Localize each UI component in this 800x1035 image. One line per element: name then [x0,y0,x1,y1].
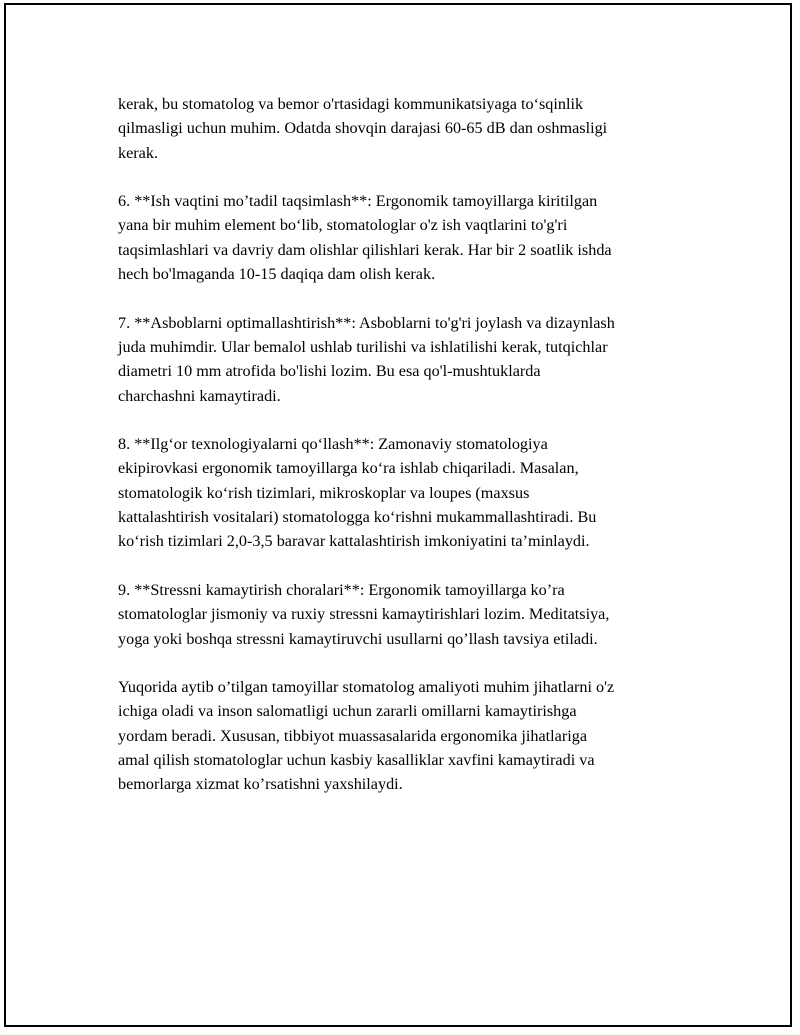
paragraph-item-9 [118,578,698,651]
text-line: qilmasligi uchun muhim. Odatda shovqin darajasi 60-65 dB dan oshmasligi [118,119,608,138]
text-line: yordam beradi. Xususan, tibbiyot muassasalarida ergonomika jihatlariga [118,726,588,745]
text-line: stomatologik ko‘rish tizimlari, mikroskoplar va loupes (maxsus [118,483,530,502]
paragraph-noise-level [118,92,698,165]
text-line: ichiga oladi va inson salomatligi uchun zararli omillarni kamaytirishga [118,702,577,721]
text-line: 6. **Ish vaqtini mo’tadil taqsimlash**: Ergonomik tamoyillarga kiritilgan [118,192,598,211]
text-line: amal qilish stomatologlar uchun kasbiy kasalliklar xavfini kamaytiradi va [118,751,595,770]
document-body [118,92,698,821]
text-line: 7. **Asboblarni optimallashtirish**: Asboblarni to'g'ri joylash va dizaynlash [118,313,615,332]
paragraph-item-7 [118,311,698,408]
text-line: stomatologlar jismoniy va ruxiy stressni kamaytirishlari lozim. Meditatsiya, [118,605,610,624]
text-line: yana bir muhim element bo‘lib, stomatologlar o'z ish vaqtlarini to'g'ri [118,216,568,235]
text-line: kattalashtirish vositalari) stomatologga ko‘rishni mukammallashtiradi. Bu [118,508,597,527]
text-line: bemorlarga xizmat ko’rsatishni yaxshilaydi. [118,775,403,794]
text-line: diametri 10 mm atrofida bo'lishi lozim. Bu esa qo'l-mushtuklarda [118,362,541,381]
text-line: kerak. [118,143,158,162]
paragraph-conclusion [118,675,698,796]
paragraph-item-6 [118,189,698,286]
text-line: juda muhimdir. Ular bemalol ushlab turilishi va ishlatilishi kerak, tutqichlar [118,337,608,356]
text-line: 8. **Ilg‘or texnologiyalarni qo‘llash**: Zamonaviy stomatologiya [118,435,548,454]
text-line: taqsimlashlari va davriy dam olishlar qilishlari kerak. Har bir 2 soatlik ishda [118,240,612,259]
paragraph-item-8 [118,432,698,553]
text-line: kerak, bu stomatolog va bemor o'rtasidagi kommunikatsiyaga to‘sqinlik [118,95,584,113]
text-line: ko‘rish tizimlari 2,0-3,5 baravar kattalashtirish imkoniyatini ta’minlaydi. [118,532,590,551]
text-line: hech bo'lmaganda 10-15 daqiqa dam olish kerak. [118,265,436,284]
text-line: 9. **Stressni kamaytirish choralari**: Ergonomik tamoyillarga ko’ra [118,580,565,599]
text-line: Yuqorida aytib o’tilgan tamoyillar stomatolog amaliyoti muhim jihatlarni o'z [118,678,615,697]
text-line: yoga yoki boshqa stressni kamaytiruvchi usullarni qo’llash tavsiya etiladi. [118,629,598,648]
text-line: charchashni kamaytiradi. [118,386,281,405]
text-line: ekipirovkasi ergonomik tamoyillarga ko‘ra ishlab chiqariladi. Masalan, [118,459,579,478]
